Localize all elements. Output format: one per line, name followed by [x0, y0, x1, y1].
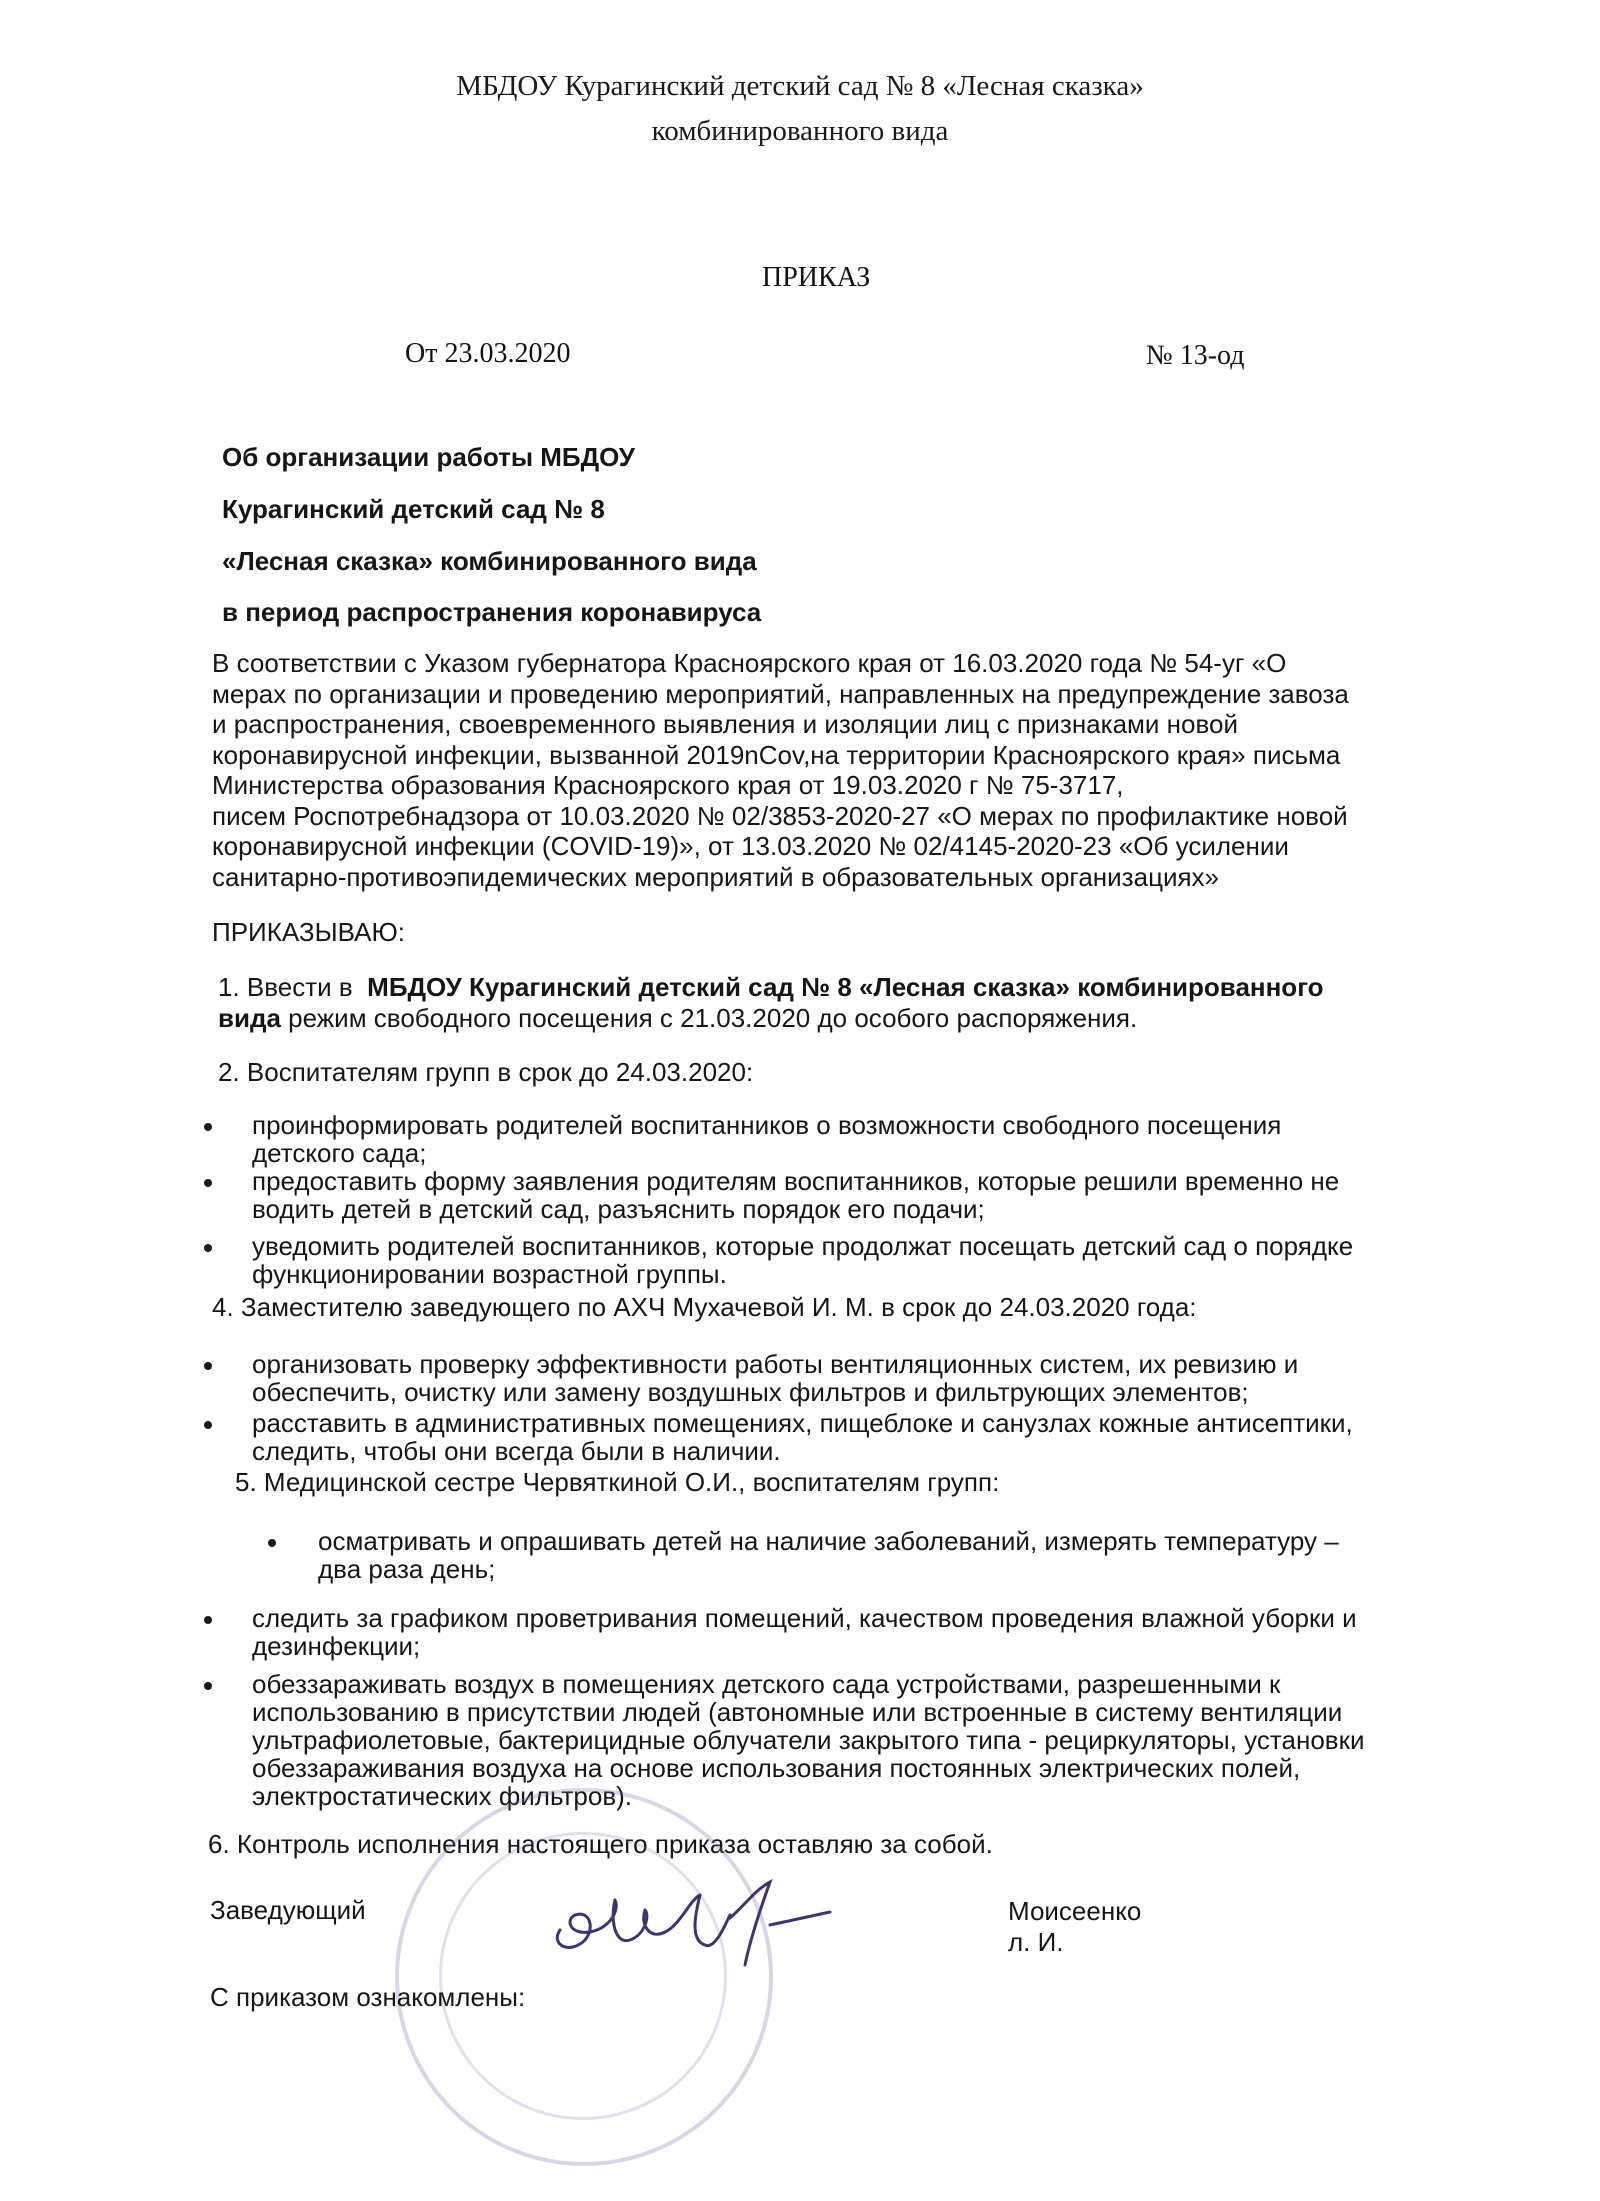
- preamble-line: писем Роспотребнадзора от 10.03.2020 № 02/3853-2020-27 «О мерах по профилактике новой: [212, 800, 1348, 831]
- preamble-line: В соответствии с Указом губернатора Красноярского края от 16.03.2020 года № 54-уг «О: [212, 648, 1287, 678]
- list-item-text: [252, 1350, 1298, 1406]
- list-item-line: ультрафиолетовые, бактерицидные облучатели закрытого типа - рециркуляторы, установки: [252, 1725, 1365, 1755]
- list-item-line: два раза день;: [318, 1554, 496, 1584]
- list-item-line: расставить в административных помещениях, пищеблоке и санузлах кожные антисептики,: [252, 1408, 1353, 1438]
- bullet-icon: [204, 1682, 212, 1690]
- preamble-line: коронавирусной инфекции (COVID-19)», от 13.03.2020 № 02/4145-2020-23 «Об усилении: [212, 831, 1289, 861]
- preamble: [212, 648, 1349, 892]
- list-item-line: функционировании возрастной группы.: [252, 1259, 727, 1289]
- acquainted-label: С приказом ознакомлены:: [210, 1982, 526, 2012]
- item-1-bold-cont: вида: [218, 1003, 281, 1033]
- list-item-line: предоставить форму заявления родителям воспитанников, которые решили временно не: [252, 1166, 1340, 1196]
- list-item: [204, 1409, 1353, 1465]
- item-1-rest: режим свободного посещения с 21.03.2020 до особого распоряжения.: [280, 1003, 1138, 1033]
- list-item-text: [252, 1167, 1339, 1223]
- order-word: ПРИКАЗЫВАЮ:: [212, 917, 405, 947]
- list-item: [204, 1232, 1353, 1288]
- list-item: [204, 1604, 1357, 1660]
- organization-name: МБДОУ Курагинский детский сад № 8 «Лесная сказка»: [456, 70, 1144, 102]
- list-item-line: обеспечить, очистку или замену воздушных фильтров и фильтрующих элементов;: [252, 1377, 1249, 1407]
- preamble-line: и распространения, своевременного выявления и изоляции лиц с признаками новой: [212, 709, 1238, 739]
- list-item-line: электростатических фильтров).: [252, 1781, 633, 1811]
- list-item-line: водить детей в детский сад, разъяснить порядок его подачи;: [252, 1194, 985, 1224]
- list-item-line: следить за графиком проветривания помещений, качеством проведения влажной уборки и: [252, 1603, 1357, 1633]
- organization-type: комбинированного вида: [651, 115, 949, 147]
- list-item-line: детского сада;: [252, 1138, 427, 1168]
- signatory-surname: Моисеенко: [1008, 1896, 1142, 1926]
- item-2: 2. Воспитателям групп в срок до 24.03.2020:: [218, 1057, 754, 1087]
- item-1-prefix: 1. Ввести в: [218, 972, 368, 1002]
- document-type: ПРИКАЗ: [762, 262, 871, 293]
- list-item-line: проинформировать родителей воспитанников о возможности свободного посещения: [252, 1110, 1282, 1140]
- subject-line-1: Об организации работы МБДОУ: [222, 442, 635, 472]
- subject-line-3: «Лесная сказка» комбинированного вида: [222, 546, 757, 576]
- handwritten-signature: [530, 1870, 850, 1980]
- list-item-indented: [268, 1527, 1339, 1583]
- signatory-position: Заведующий: [210, 1895, 366, 1925]
- document-number: № 13-од: [1146, 340, 1245, 371]
- subject-line-4: в период распространения коронавируса: [222, 597, 762, 627]
- item-4: 4. Заместителю заведующего по АХЧ Мухачевой И. М. в срок до 24.03.2020 года:: [212, 1292, 1197, 1322]
- list-item-text: [252, 1232, 1353, 1288]
- list-item-text: [252, 1670, 1365, 1810]
- list-item: [204, 1670, 1365, 1810]
- document-date: От 23.03.2020: [405, 338, 571, 369]
- list-item-line: уведомить родителей воспитанников, которые продолжат посещать детский сад о порядке: [252, 1231, 1354, 1261]
- preamble-line: мерах по организации и проведению мероприятий, направленных на предупреждение завоза: [212, 678, 1349, 709]
- list-item: [204, 1111, 1281, 1167]
- preamble-line: Министерства образования Красноярского края от 19.03.2020 г № 75-3717,: [212, 770, 1124, 800]
- list-item-text: [252, 1604, 1357, 1660]
- list-item-text: [252, 1409, 1353, 1465]
- preamble-line: коронавирусной инфекции, вызванной 2019nCov,на территории Красноярского края» письма: [212, 739, 1341, 770]
- item-1-bold: МБДОУ Курагинский детский сад № 8 «Лесная сказка» комбинированного: [367, 972, 1324, 1002]
- bullet-icon: [204, 1362, 212, 1370]
- list-item: [204, 1350, 1298, 1406]
- list-item-line: обеззараживания воздуха на основе использования постоянных электрических полей,: [252, 1753, 1301, 1783]
- list-item-line: дезинфекции;: [252, 1631, 421, 1661]
- bullet-icon: [204, 1421, 212, 1429]
- item-6: 6. Контроль исполнения настоящего приказа оставляю за собой.: [208, 1829, 993, 1859]
- list-item: [204, 1167, 1339, 1223]
- list-item-line: осматривать и опрашивать детей на наличие заболеваний, измерять температуру –: [318, 1526, 1339, 1556]
- list-item-text: [318, 1527, 1339, 1583]
- bullet-icon: [204, 1123, 212, 1131]
- bullet-icon: [204, 1616, 212, 1624]
- bullet-icon: [268, 1539, 276, 1547]
- subject-line-2: Курагинский детский сад № 8: [222, 494, 605, 524]
- signatory-initials: л. И.: [1008, 1927, 1064, 1957]
- list-item-text: [252, 1111, 1281, 1167]
- preamble-line: санитарно-противоэпидемических мероприятий в образовательных организациях»: [212, 861, 1220, 892]
- list-item-line: следить, чтобы они всегда были в наличии.: [252, 1436, 781, 1466]
- bullet-icon: [204, 1179, 212, 1187]
- list-item-line: организовать проверку эффективности работы вентиляционных систем, их ревизию и: [252, 1349, 1299, 1379]
- item-1: [218, 972, 1324, 1002]
- bullet-icon: [204, 1244, 212, 1252]
- item-1-cont: [218, 1003, 1137, 1033]
- list-item-line: использованию в присутствии людей (автономные или встроенные в систему вентиляции: [252, 1697, 1343, 1727]
- item-5: 5. Медицинской сестре Червяткиной О.И., воспитателям групп:: [235, 1467, 1000, 1497]
- list-item-line: обеззараживать воздух в помещениях детского сада устройствами, разрешенными к: [252, 1669, 1281, 1699]
